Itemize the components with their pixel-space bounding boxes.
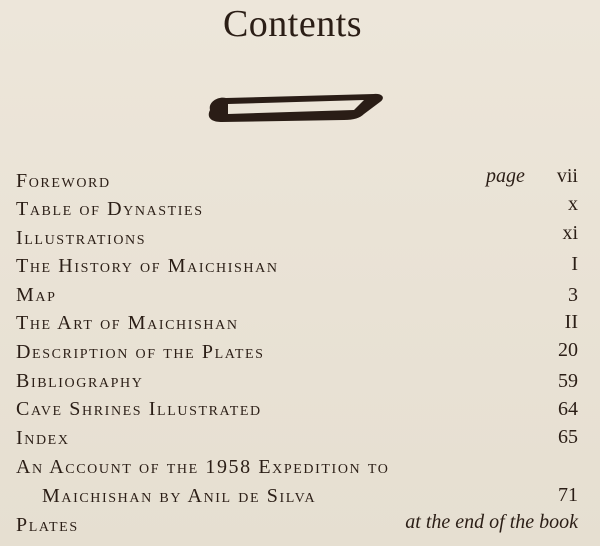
entry-page: II <box>564 311 578 333</box>
entry-title: Cave Shrines Illustrated <box>16 398 262 420</box>
entry-title: An Account of the 1958 Expedition to <box>16 456 390 478</box>
entry-page: 20 <box>558 339 578 361</box>
entry-page: x <box>568 193 578 215</box>
entry-page: 71 <box>558 484 578 506</box>
entry-page: I <box>571 253 578 275</box>
entry-page: 65 <box>558 426 578 448</box>
entry-title: Foreword <box>16 170 111 192</box>
page-title: Contents <box>222 3 363 45</box>
entry-page: 3 <box>568 284 578 306</box>
entry-title: Table of Dynasties <box>16 198 204 220</box>
entry-title: Bibliography <box>16 370 144 392</box>
entry-page: 64 <box>558 398 578 420</box>
page-column-label: page <box>486 165 525 187</box>
entry-title: Illustrations <box>16 227 147 249</box>
entry-page: vii <box>556 165 578 187</box>
entry-title: The Art of Maichishan <box>16 312 239 334</box>
entry-title: Index <box>16 427 70 449</box>
entry-title: Maichishan by Anil de Silva <box>42 485 317 507</box>
entry-title: The History of Maichishan <box>16 255 279 277</box>
entry-title: Description of the Plates <box>16 341 265 363</box>
entry-title: Plates <box>16 514 79 536</box>
entry-page: 59 <box>558 370 578 392</box>
entry-title: Map <box>16 284 57 306</box>
entry-page: xi <box>562 222 578 244</box>
entry-page: at the end of the book <box>405 511 578 533</box>
